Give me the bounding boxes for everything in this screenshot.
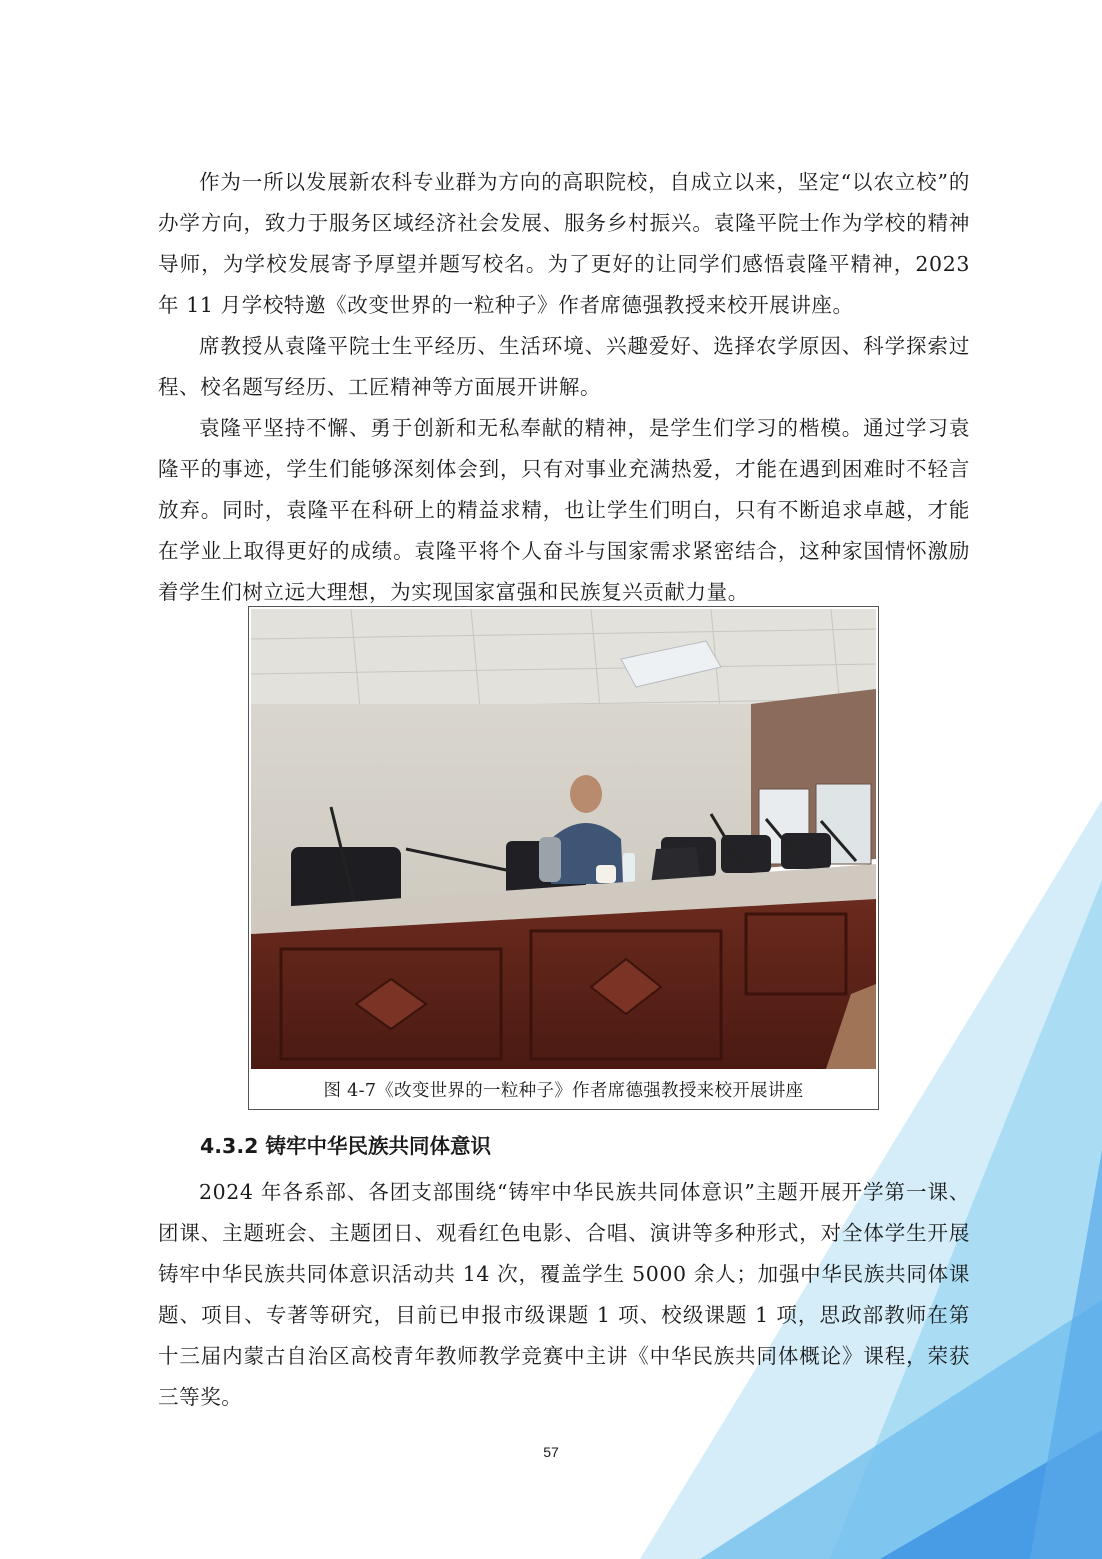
paragraph-intro: 作为一所以发展新农科专业群为方向的高职院校，自成立以来，坚定“以农立校”的办学方向，致力于服务区域经济社会发展、服务乡村振兴。袁隆平院士作为学校的精神导师，为学校发展寄予厚望并题写校名。为了更好的让同学们感悟袁隆平精神，2023 年 11 月学校特邀《改变世界的一粒种子》作者席德强教授来校开展讲座。 <box>158 170 970 317</box>
paragraph-lecture-content: 席教授从袁隆平院士生平经历、生活环境、兴趣爱好、选择农学原因、科学探索过程、校名题写经历、工匠精神等方面展开讲解。 <box>158 334 970 399</box>
section-heading: 4.3.2 铸牢中华民族共同体意识 <box>200 1134 492 1158</box>
lecture-photo <box>251 609 876 1069</box>
page-number: 57 <box>543 1444 559 1460</box>
figure-caption: 图 4-7《改变世界的一粒种子》作者席德强教授来校开展讲座 <box>323 1081 804 1101</box>
paragraph-community-awareness: 2024 年各系部、各团支部围绕“铸牢中华民族共同体意识”主题开展开学第一课、团课、主题班会、主题团日、观看红色电影、合唱、演讲等多种形式，对全体学生开展铸牢中华民族共同体意识活动共 14 次，覆盖学生 5000 余人；加强中华民族共同体课题、项目、专著等研究，目前已申报市级课题 1 项、校级课题 1 项，思政部教师在第十三届内蒙古自治区高校青年教师教学竞赛中主讲《中华民族共同体概论》课程，荣获三等奖。 <box>158 1180 970 1409</box>
figure-lecture-photo <box>248 606 879 1110</box>
paragraph-spirit: 袁隆平坚持不懈、勇于创新和无私奉献的精神，是学生们学习的楷模。通过学习袁隆平的事迹，学生们能够深刻体会到，只有对事业充满热爱，才能在遇到困难时不轻言放弃。同时，袁隆平在科研上的精益求精，也让学生们明白，只有不断追求卓越，才能在学业上取得更好的成绩。袁隆平将个人奋斗与国家需求紧密结合，这种家国情怀激励着学生们树立远大理想，为实现国家富强和民族复兴贡献力量。 <box>158 416 970 604</box>
